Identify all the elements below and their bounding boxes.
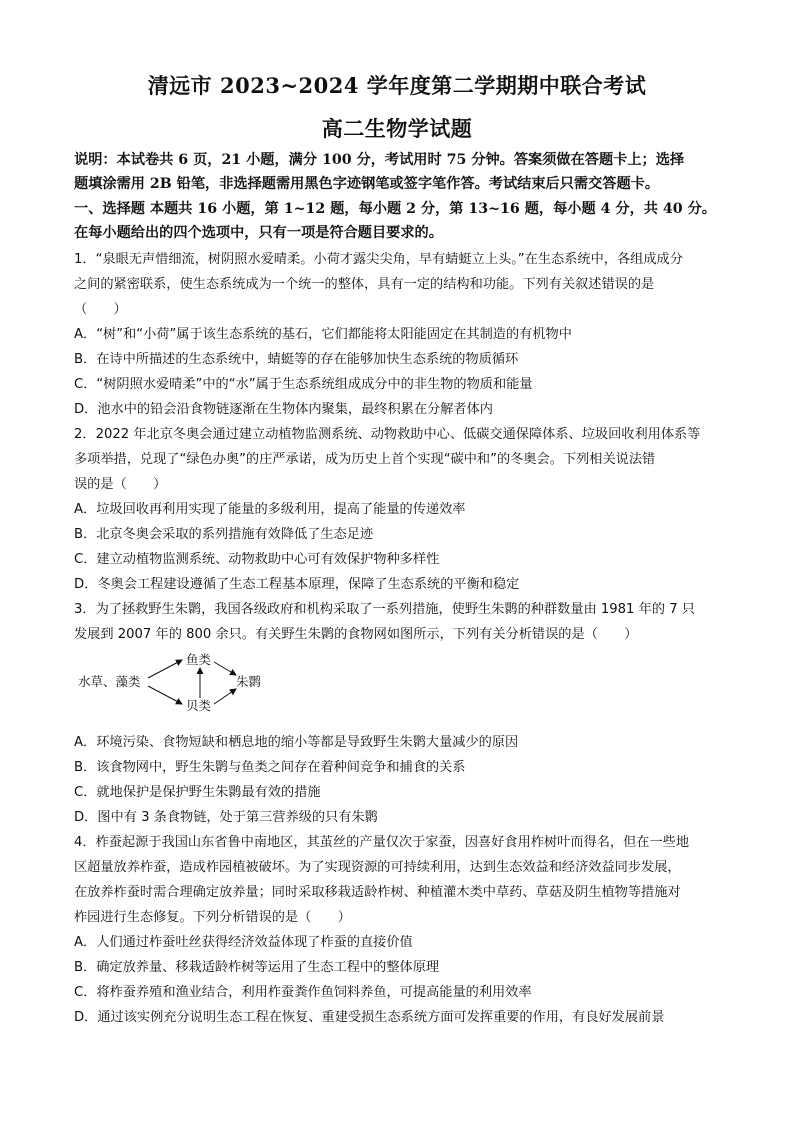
section-heading-line-1: 一、选择题 本题共 16 小题，第 1~12 题，每小题 2 分，第 13~16 题，每小题 4 分，共 40 分。 [74, 201, 716, 217]
q1-stem-line-1: 1．“泉眼无声惜细流，树阴照水爱晴柔。小荷才露尖尖角，早有蜻蜓立上头。”在生态系统中，各组成成分 [74, 252, 683, 267]
node-producer: 水草、藻类 [78, 674, 141, 689]
instructions-line-1: 说明：本试卷共 6 页，21 小题，满分 100 分，考试用时 75 分钟。答案须做在答题卡上；选择 [74, 152, 685, 168]
q1-stem-line-3: （ ） [74, 302, 127, 317]
q3-option-d: D．图中有 3 条食物链，处于第三营养级的只有朱鹮 [74, 810, 378, 825]
arrow-shellfish-to-ibis [214, 689, 236, 704]
q4-option-d: D．通过该实例充分说明生态工程在恢复、重建受损生态系统方面可发挥重要的作用，有良好发展前景 [74, 1010, 665, 1025]
q4-stem-line-4: 柞园进行生态修复。下列分析错误的是（ ） [74, 910, 351, 925]
q4-option-b: B．确定放养量、移栽适龄柞树等运用了生态工程中的整体原理 [74, 960, 440, 975]
q1-option-a: A．“树”和“小荷”属于该生态系统的基石，它们都能将太阳能固定在其制造的有机物中 [74, 327, 572, 342]
q1-option-c: C．“树阴照水爱晴柔”中的“水”属于生态系统组成成分中的非生物的物质和能量 [74, 377, 533, 392]
q3-option-b: B．该食物网中，野生朱鹮与鱼类之间存在着种间竞争和捕食的关系 [74, 760, 466, 775]
exam-title: 清远市 2023~2024 学年度第二学期期中联合考试 [147, 73, 647, 98]
node-shellfish: 贝类 [186, 698, 212, 713]
q4-option-c: C．将柞蚕养殖和渔业结合，利用柞蚕粪作鱼饲料养鱼，可提高能量的利用效率 [74, 985, 532, 1000]
node-ibis: 朱鹮 [236, 674, 262, 689]
exam-subtitle: 高二生物学试题 [321, 116, 473, 141]
q4-option-a: A．人们通过柞蚕吐丝获得经济效益体现了柞蚕的直接价值 [74, 935, 413, 950]
section-heading-line-2: 在每小题给出的四个选项中，只有一项是符合题目要求的。 [74, 225, 443, 241]
q4-stem-line-2: 区超量放养柞蚕，造成柞园植被破坏。为了实现资源的可持续利用，达到生态效益和经济效益同步发展， [74, 860, 681, 875]
q3-stem-line-2: 发展到 2007 年的 800 余只。有关野生朱鹮的食物网如图所示，下列有关分析错误的是（ ） [74, 627, 638, 642]
q3-option-c: C．就地保护是保护野生朱鹮最有效的措施 [74, 785, 321, 800]
q3-stem-line-1: 3．为了拯救野生朱鹮，我国各级政府和机构采取了一系列措施，使野生朱鹮的种群数量由 1981 年的 7 只 [74, 602, 695, 617]
q2-option-c: C．建立动植物监测系统、动物救助中心可有效保护物种多样性 [74, 552, 440, 567]
q4-stem-line-1: 4．柞蚕起源于我国山东省鲁中南地区，其茧丝的产量仅次于家蚕，因喜好食用柞树叶而得名，但在一些地 [74, 835, 690, 850]
node-fish: 鱼类 [186, 652, 212, 667]
arrow-producer-to-shellfish [148, 686, 182, 704]
q2-option-b: B．北京冬奥会采取的系列措施有效降低了生态足迹 [74, 527, 374, 542]
q2-stem-line-3: 误的是（ ） [74, 477, 167, 492]
q2-stem-line-1: 2．2022 年北京冬奥会通过建立动植物监测系统、动物救助中心、低碳交通保障体系、垃圾回收利用体系等 [74, 427, 701, 442]
arrow-producer-to-fish [148, 660, 182, 678]
arrow-fish-to-ibis [214, 662, 236, 675]
q2-option-d: D．冬奥会工程建设遵循了生态工程基本原理，保障了生态系统的平衡和稳定 [74, 577, 520, 592]
q2-option-a: A．垃圾回收再利用实现了能量的多级利用，提高了能量的传递效率 [74, 502, 466, 517]
q1-option-d: D．池水中的铅会沿食物链逐渐在生物体内聚集，最终积累在分解者体内 [74, 402, 493, 417]
q1-stem-line-2: 之间的紧密联系，使生态系统成为一个统一的整体，具有一定的结构和功能。下列有关叙述错误的是 [74, 277, 655, 292]
q1-option-b: B．在诗中所描述的生态系统中，蜻蜓等的存在能够加快生态系统的物质循环 [74, 352, 519, 367]
food-web-diagram [76, 650, 276, 714]
q4-stem-line-3: 在放养柞蚕时需合理确定放养量；同时采取移栽适龄柞树、种植灌木类中草药、草菇及阴生植物等措施对 [74, 885, 681, 900]
q2-stem-line-2: 多项举措，兑现了“绿色办奥”的庄严承诺，成为历史上首个实现“碳中和”的冬奥会。下列相关说法错 [74, 452, 656, 467]
instructions-line-2: 题填涂需用 2B 铅笔，非选择题需用黑色字迹钢笔或签字笔作答。考试结束后只需交答题卡。 [74, 176, 660, 192]
q3-option-a: A．环境污染、食物短缺和栖息地的缩小等都是导致野生朱鹮大量减少的原因 [74, 735, 519, 750]
